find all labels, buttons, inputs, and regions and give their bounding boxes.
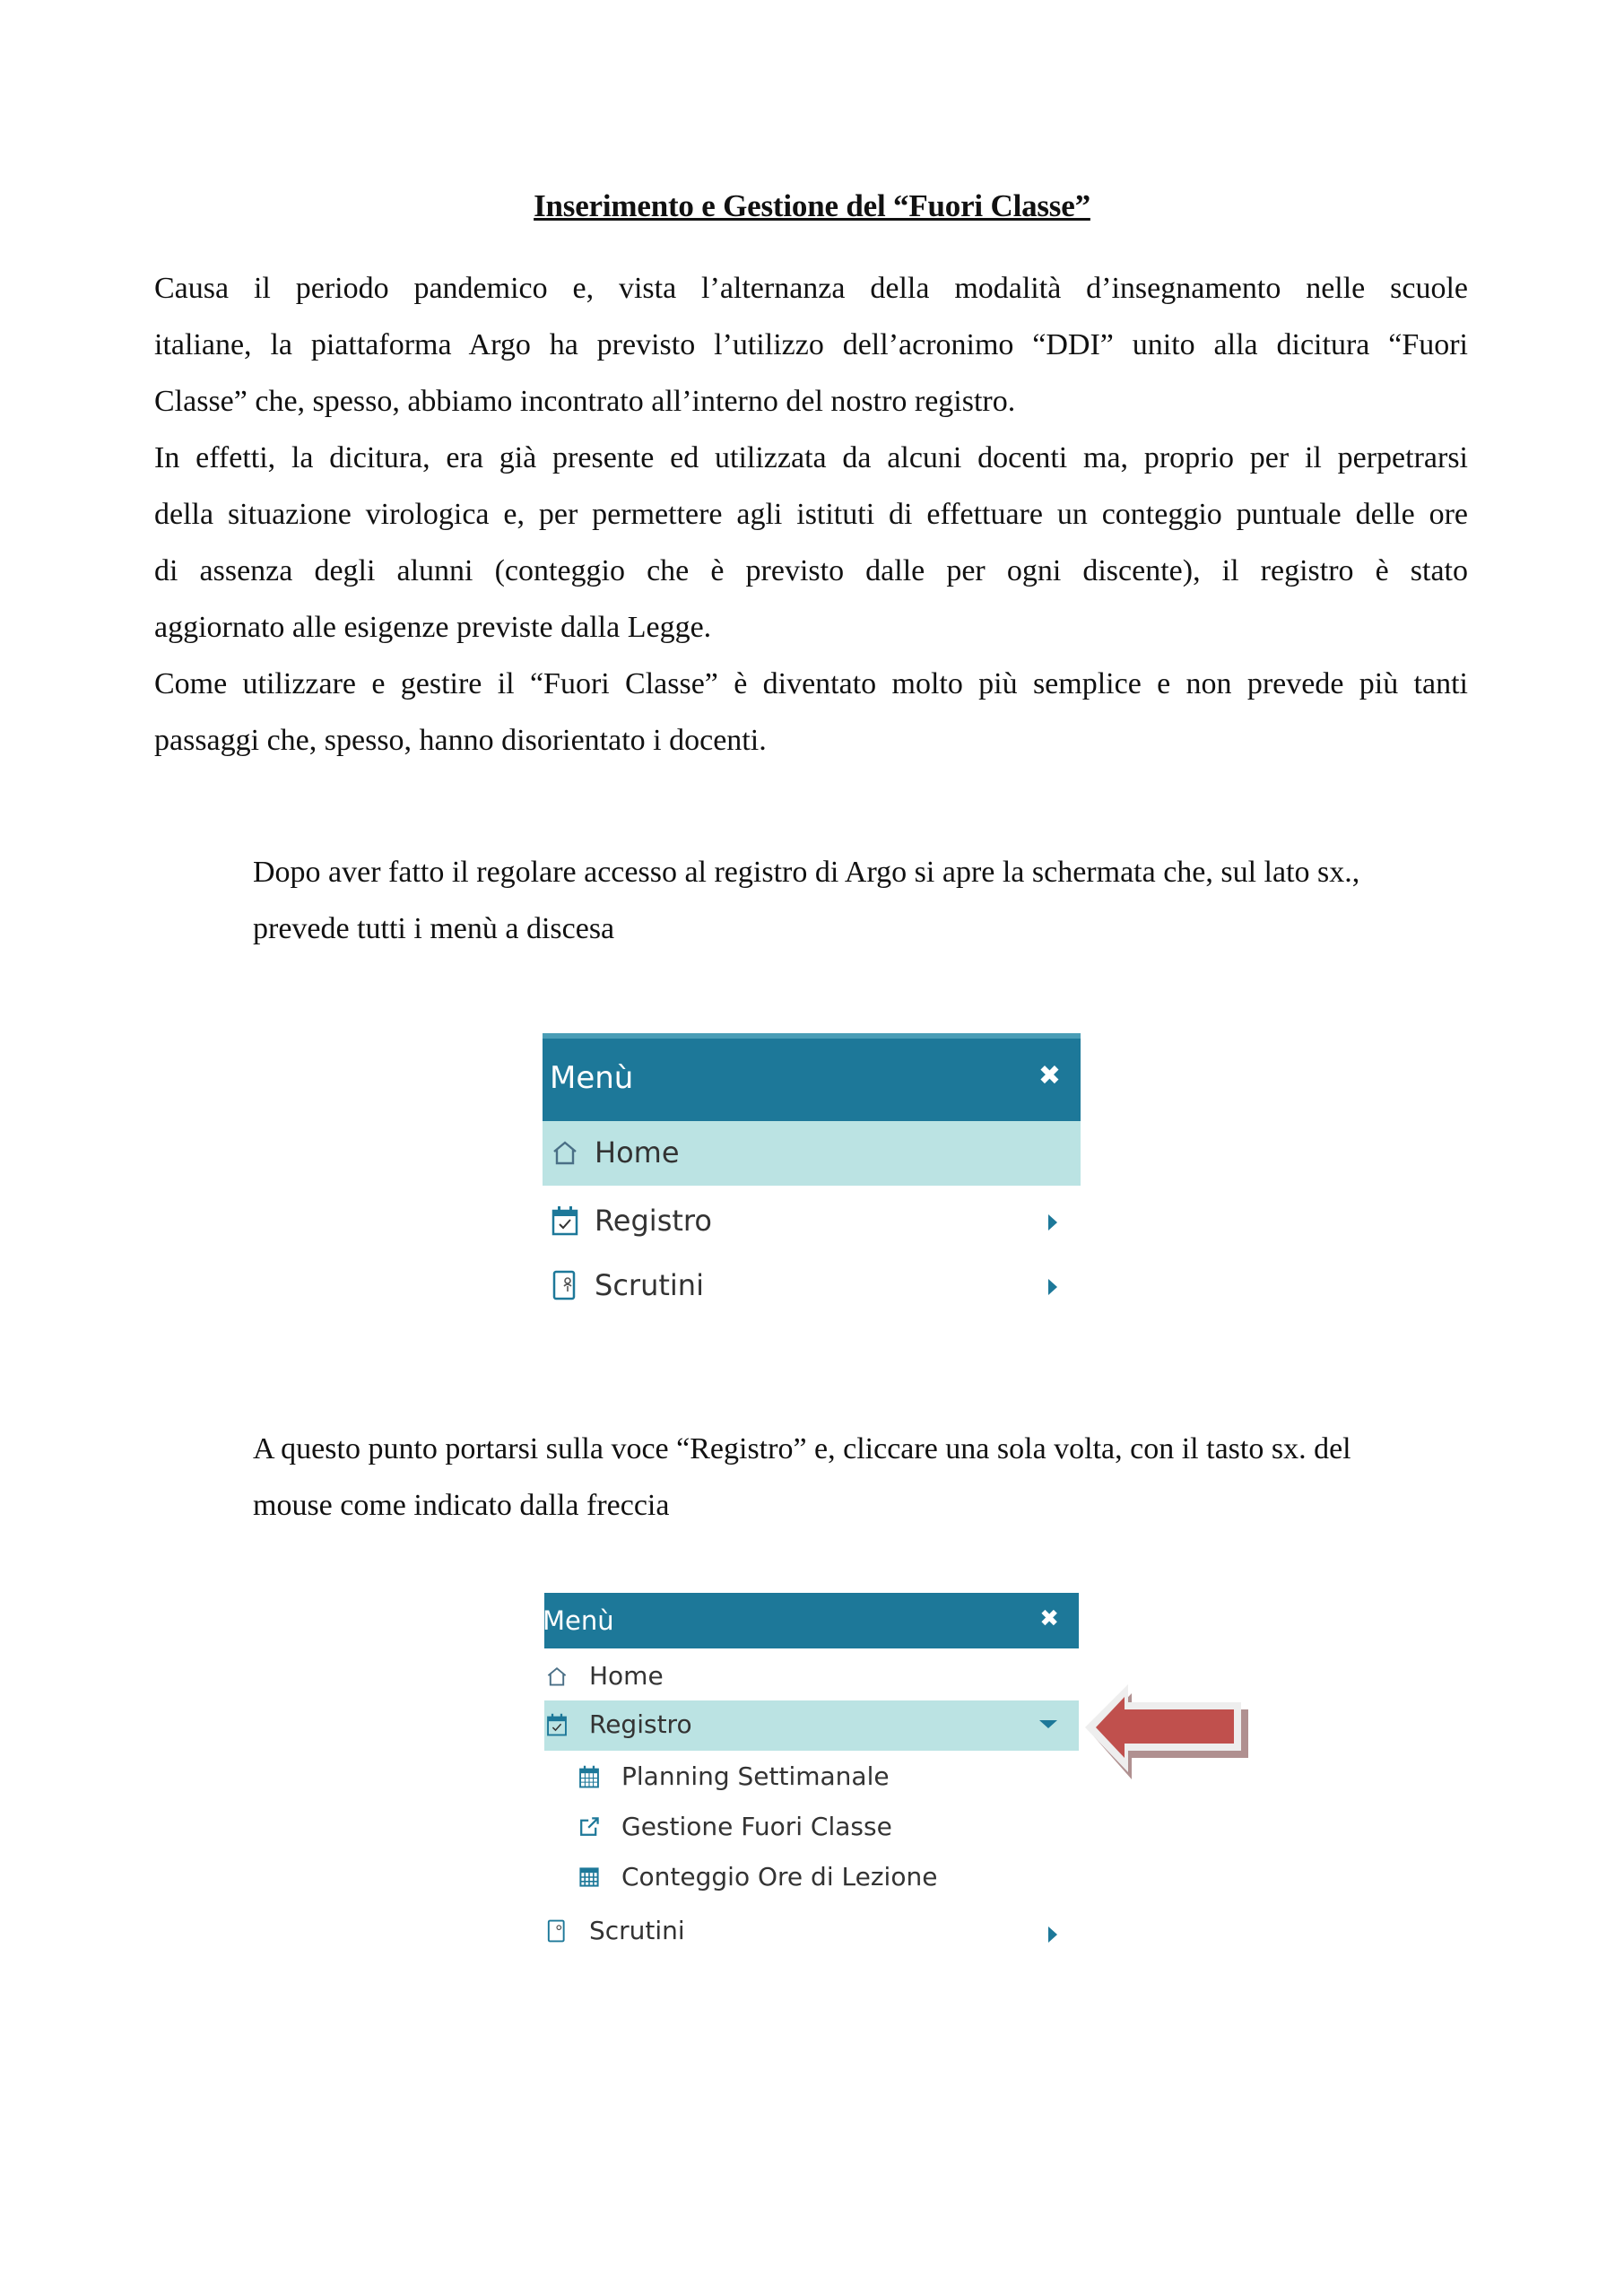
menu-item-label: Scrutini [589,1916,685,1945]
document-title: Inserimento e Gestione del “Fuori Classe” [534,188,1090,223]
menu-item-gestione-fuori-classe[interactable] [544,1803,1079,1853]
menu-item-home[interactable] [544,1652,1079,1702]
menu-title: Menù [543,1605,614,1636]
text-line: prevede tutti i menù a discesa [253,912,615,945]
step2-paragraph [253,1421,1472,1534]
menu-item-label: Conteggio Ore di Lezione [621,1862,938,1892]
calendar-check-icon [546,1713,568,1736]
text-line: di assenza degli alunni (conteggio che è previsto dalle per ogni discente), il registro è stato [154,554,1468,587]
text-line: Causa il periodo pandemico e, vista l’alternanza della modalità d’insegnamento nelle scuole [154,272,1468,305]
menu-item-scrutini[interactable] [543,1254,1081,1318]
menu-screenshot-collapsed [543,1033,1081,1311]
text-line: italiane, la piattaforma Argo ha previsto l’utilizzo dell’acronimo “DDI” unito alla dicitura “Fuori [154,328,1468,361]
close-icon[interactable]: ✖ [1038,1060,1061,1091]
chevron-right-icon [1048,1926,1057,1943]
menu-item-label: Planning Settimanale [621,1761,890,1791]
menu-item-label: Registro [589,1709,692,1739]
home-icon [546,1665,568,1688]
menu-item-label: Home [595,1135,680,1170]
text-line: Classe” che, spesso, abbiamo incontrato all’interno del nostro registro. [154,385,1016,418]
calendar-check-icon [551,1205,578,1236]
home-icon [551,1137,578,1168]
pointer-arrow-icon [1083,1679,1249,1785]
text-line: mouse come indicato dalla freccia [253,1489,670,1522]
scrutini-icon [551,1270,578,1300]
text-line: Come utilizzare e gestire il “Fuori Classe” è diventato molto più semplice e non prevede più tanti [154,667,1468,700]
menu-screenshot-expanded [543,1593,1079,1945]
menu-item-label: Registro [595,1204,712,1238]
text-line: A questo punto portarsi sulla voce “Registro” e, cliccare una sola volta, con il tasto sx. del [253,1432,1351,1465]
menu-item-scrutini[interactable] [544,1907,1079,1957]
step1-paragraph [253,844,1472,957]
menu-header [543,1033,1081,1121]
menu-header [544,1593,1079,1648]
scrutini-icon [546,1919,568,1943]
menu-item-home[interactable] [543,1121,1081,1186]
menu-item-label: Home [589,1661,664,1691]
calendar-icon [578,1765,600,1788]
text-line: In effetti, la dicitura, era già presente ed utilizzata da alcuni docenti ma, proprio per il perpetrarsi [154,441,1468,474]
menu-item-label: Gestione Fuori Classe [621,1812,892,1841]
table-icon [578,1866,600,1889]
chevron-right-icon [1048,1214,1057,1231]
text-line: passaggi che, spesso, hanno disorientato i docenti. [154,724,767,757]
text-line: aggiornato alle esigenze previste dalla Legge. [154,611,712,644]
menu-title: Menù [550,1060,634,1096]
text-line: della situazione virologica e, per permettere agli istituti di effettuare un conteggio puntuale delle ore [154,498,1468,531]
menu-item-conteggio-ore[interactable] [544,1853,1079,1903]
chevron-right-icon [1048,1279,1057,1295]
menu-item-label: Scrutini [595,1268,704,1302]
close-icon[interactable]: ✖ [1039,1605,1059,1632]
chevron-down-icon [1039,1720,1057,1728]
external-link-icon [578,1815,600,1839]
menu-item-registro[interactable] [544,1700,1079,1751]
menu-item-registro[interactable] [543,1189,1081,1254]
text-line: Dopo aver fatto il regolare accesso al registro di Argo si apre la schermata che, sul lato sx., [253,856,1360,889]
menu-item-planning-settimanale[interactable] [544,1752,1079,1803]
intro-paragraph [154,260,1468,769]
